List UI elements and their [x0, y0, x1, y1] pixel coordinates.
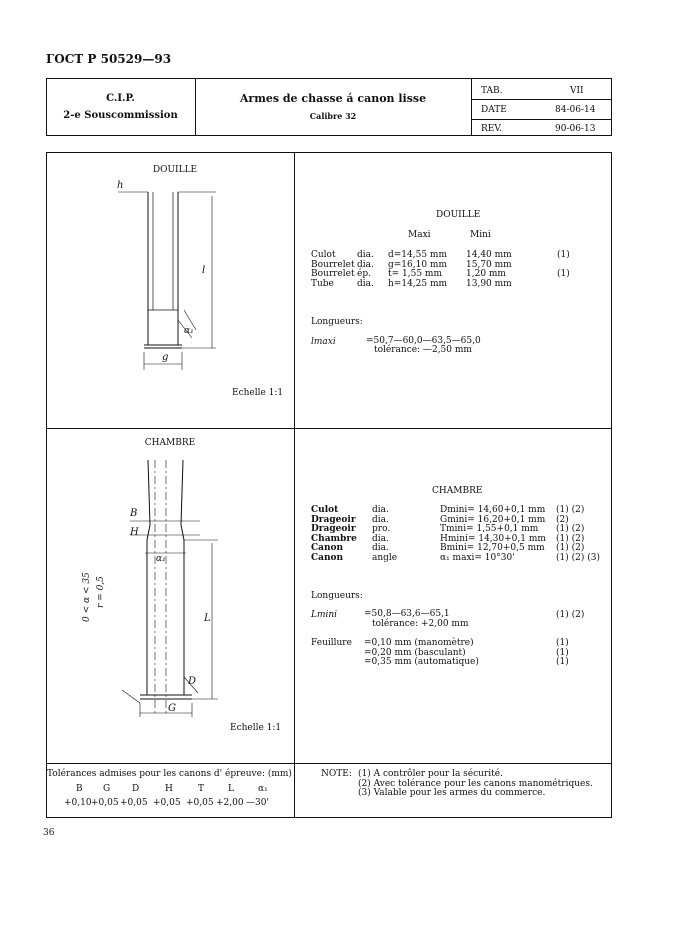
label-range: 0 < α < 35: [82, 572, 92, 622]
chambre-tolerance: tolérance: +2,00 mm: [372, 619, 469, 629]
douille-row-type: dia.: [357, 250, 374, 260]
notes-label: NOTE:: [321, 769, 352, 779]
chambre-row-value: Hmini= 14,30+0,1 mm: [440, 533, 546, 544]
douille-tolerance: tolérance: —2,50 mm: [374, 345, 472, 355]
note-item: (2) Avec tolérance pour les canons manométriques.: [358, 778, 593, 789]
chambre-row-type: dia.: [372, 505, 389, 515]
chambre-row-note: (1) (2): [556, 533, 585, 544]
douille-row-note: (1): [557, 250, 570, 260]
chambre-longueurs-label: Longueurs:: [311, 591, 363, 601]
tolerance-header: D: [132, 784, 140, 794]
tolerance-header: B: [76, 784, 83, 794]
label-r: r = 0,5: [96, 576, 106, 608]
lmax-label: lmaxi: [311, 337, 336, 347]
chambre-row-value: Bmini= 12,70+0,5 mm: [440, 543, 545, 553]
douille-row-note: (1): [557, 269, 570, 279]
douille-row-type: dia.: [357, 259, 374, 270]
rev-label: REV.: [481, 124, 503, 134]
feuillure-value: =0,20 mm (basculant): [364, 647, 466, 658]
label-L: L: [204, 613, 211, 624]
date-label: DATE: [481, 105, 507, 115]
tolerances-title: Tolérances admises pour les canons d' épreuve: (mm): [47, 769, 292, 779]
douille-drawing-title: DOUILLE: [152, 165, 198, 175]
label-B: B: [130, 508, 138, 519]
tolerance-value: +0,05: [91, 798, 119, 808]
chambre-drawing: [100, 455, 230, 725]
douille-row-name: Tube: [311, 278, 334, 289]
chambre-row-name: Drageoir: [311, 514, 356, 525]
chambre-row-value: Gmini= 16,20+0,1 mm: [440, 514, 546, 525]
lmin-note: (1) (2): [556, 610, 585, 620]
tolerance-value: —30': [246, 798, 269, 808]
chambre-drawing-title: CHAMBRE: [144, 438, 196, 448]
douille-row-max: t= 1,55 mm: [388, 269, 442, 279]
feuillure-note: (1): [556, 638, 569, 648]
chambre-row-value: α₁ maxi= 10°30': [440, 552, 515, 563]
chambre-row-value: Dmini= 14,60+0,1 mm: [440, 505, 546, 515]
label-D: D: [188, 676, 197, 687]
chambre-row-name: Culot: [311, 505, 339, 515]
col-max: Maxi: [408, 230, 431, 240]
note-item: (3) Valable pour les armes du commerce.: [358, 788, 546, 798]
chambre-row-note: (1) (2): [556, 524, 585, 534]
tolerance-header: H: [165, 784, 173, 794]
doc-title: Armes de chasse á canon lisse: [239, 92, 427, 105]
label-a1: α₁: [184, 326, 194, 336]
caliber: Calibre 32: [309, 111, 357, 121]
label-chambre-a1: α₁: [156, 554, 166, 564]
chambre-row-name: Drageoir: [311, 524, 356, 534]
tolerance-header: G: [103, 784, 111, 794]
rev-value: 90-06-13: [555, 124, 596, 134]
label-G: G: [168, 703, 176, 714]
douille-scale: Echelle 1:1: [232, 388, 284, 398]
feuillure-note: (1): [556, 647, 569, 658]
tolerance-value: +0,05: [120, 798, 148, 808]
date-value: 84-06-14: [555, 105, 596, 115]
douille-row-min: 13,90 mm: [466, 278, 512, 289]
douille-drawing: [110, 180, 230, 380]
douille-row-max: d=14,55 mm: [388, 250, 447, 260]
chambre-row-name: Canon: [311, 543, 344, 553]
chambre-row-note: (1) (2): [556, 543, 585, 553]
chambre-row-note: (1) (2) (3): [556, 552, 600, 563]
label-h: h: [117, 180, 124, 191]
douille-row-min: 14,40 mm: [466, 250, 512, 260]
chambre-row-type: pro.: [372, 524, 391, 534]
douille-row-min: 15,70 mm: [466, 259, 512, 270]
lmin-value: =50,8—63,6—65,1: [364, 609, 450, 619]
douille-row-max: g=16,10 mm: [388, 259, 447, 270]
feuillure-note: (1): [556, 657, 569, 667]
col-min: Mini: [470, 230, 491, 240]
feuillure-value: =0,35 mm (automatique): [364, 657, 479, 667]
chambre-table-title: CHAMBRE: [432, 486, 483, 496]
tolerance-header: α₁: [258, 784, 268, 794]
douille-row-max: h=14,25 mm: [388, 278, 448, 289]
feuillure-value: =0,10 mm (manomètre): [364, 638, 474, 648]
tolerance-value: +0,05: [153, 798, 181, 808]
subcommission: 2-e Souscommission: [63, 110, 178, 121]
header-box: [46, 78, 612, 136]
label-H: H: [130, 527, 139, 538]
douille-row-name: Culot: [311, 250, 336, 260]
chambre-row-type: dia.: [372, 533, 389, 544]
tab-label: TAB.: [481, 86, 503, 96]
chambre-row-note: (1) (2): [556, 505, 585, 515]
tab-value: VII: [570, 86, 584, 96]
douille-row-type: dia.: [357, 278, 374, 289]
label-g: g: [162, 352, 169, 363]
page-number: 36: [43, 828, 55, 838]
chambre-row-type: angle: [372, 552, 398, 563]
douille-row-type: ép.: [357, 269, 371, 279]
label-l: l: [202, 265, 206, 276]
douille-row-name: Bourrelet: [311, 269, 355, 279]
douille-table-title: DOUILLE: [436, 210, 481, 220]
lmin-label: Lmini: [311, 610, 338, 620]
tolerance-header: L: [228, 784, 234, 794]
chambre-row-name: Chambre: [311, 533, 357, 544]
douille-longueurs-label: Longueurs:: [311, 317, 363, 327]
douille-row-name: Bourrelet: [311, 259, 355, 270]
chambre-row-type: dia.: [372, 543, 389, 553]
document-code: ГОСТ Р 50529—93: [46, 52, 172, 66]
chambre-row-name: Canon: [311, 552, 344, 563]
lmax-value: =50,7—60,0—63,5—65,0: [366, 336, 481, 346]
chambre-row-type: dia.: [372, 514, 389, 525]
chambre-row-value: Tmini= 1,55+0,1 mm: [440, 524, 539, 534]
chambre-row-note: (2): [556, 514, 569, 525]
tolerance-value: +2,00: [216, 798, 244, 808]
feuillure-label: Feuillure: [311, 638, 352, 648]
org-name: C.I.P.: [106, 93, 135, 104]
douille-row-min: 1,20 mm: [466, 269, 506, 279]
chambre-scale: Echelle 1:1: [230, 723, 282, 733]
note-item: (1) A contrôler pour la sécurité.: [358, 769, 503, 779]
tolerance-header: T: [198, 784, 205, 794]
tolerance-value: +0,05: [186, 798, 214, 808]
tolerance-value: +0,10: [64, 798, 92, 808]
